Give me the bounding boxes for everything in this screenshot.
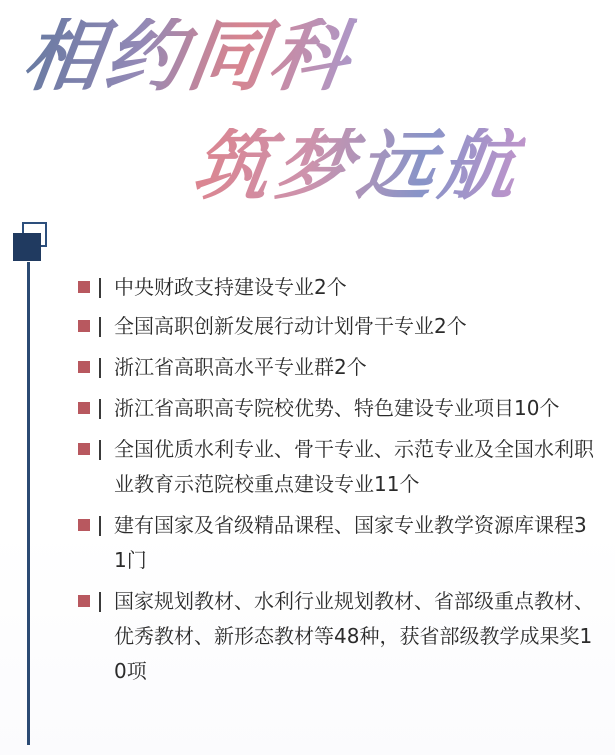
bullet-bar-icon bbox=[99, 358, 101, 378]
bullet-bar-icon bbox=[99, 592, 101, 612]
bullet-bar-icon bbox=[99, 516, 101, 536]
list-item-text: 全国高职创新发展行动计划骨干专业2个 bbox=[114, 314, 467, 338]
bullet-square-icon bbox=[78, 320, 90, 332]
list-item-text: 浙江省高职高专院校优势、特色建设专业项目10个 bbox=[114, 396, 560, 420]
list-item bbox=[78, 350, 598, 385]
headline-line-1: 相约同科 bbox=[17, 11, 359, 102]
bullet-bar-icon bbox=[99, 440, 101, 460]
list-item-text: 国家规划教材、水利行业规划教材、省部级重点教材、优秀教材、新形态教材等48种，获省部级教学成果奖10项 bbox=[114, 589, 594, 683]
bullet-bar-icon bbox=[99, 317, 101, 337]
bullet-square-icon bbox=[78, 281, 90, 293]
decorative-vertical-line bbox=[27, 262, 30, 745]
bullet-square-icon bbox=[78, 519, 90, 531]
list-item bbox=[78, 584, 598, 689]
list-item bbox=[78, 508, 598, 578]
bullet-square-icon bbox=[78, 402, 90, 414]
list-item-text: 中央财政支持建设专业2个 bbox=[114, 275, 347, 299]
list-item-text: 浙江省高职高水平专业群2个 bbox=[114, 355, 367, 379]
list-item bbox=[78, 309, 598, 344]
decorative-square-filled bbox=[13, 233, 41, 261]
headline-line-2: 筑梦远航 bbox=[187, 121, 529, 210]
bullet-bar-icon bbox=[99, 278, 101, 298]
list-item bbox=[78, 391, 598, 426]
bullet-square-icon bbox=[78, 361, 90, 373]
bullet-bar-icon bbox=[99, 399, 101, 419]
bullet-square-icon bbox=[78, 443, 90, 455]
headline-title bbox=[17, 11, 594, 228]
list-item bbox=[78, 270, 598, 305]
list-item bbox=[78, 432, 598, 502]
list-item-text: 全国优质水利专业、骨干专业、示范专业及全国水利职业教育示范院校重点建设专业11个 bbox=[114, 437, 594, 496]
achievement-list bbox=[78, 270, 598, 695]
list-item-text: 建有国家及省级精品课程、国家专业教学资源库课程31门 bbox=[114, 513, 587, 572]
bullet-square-icon bbox=[78, 595, 90, 607]
